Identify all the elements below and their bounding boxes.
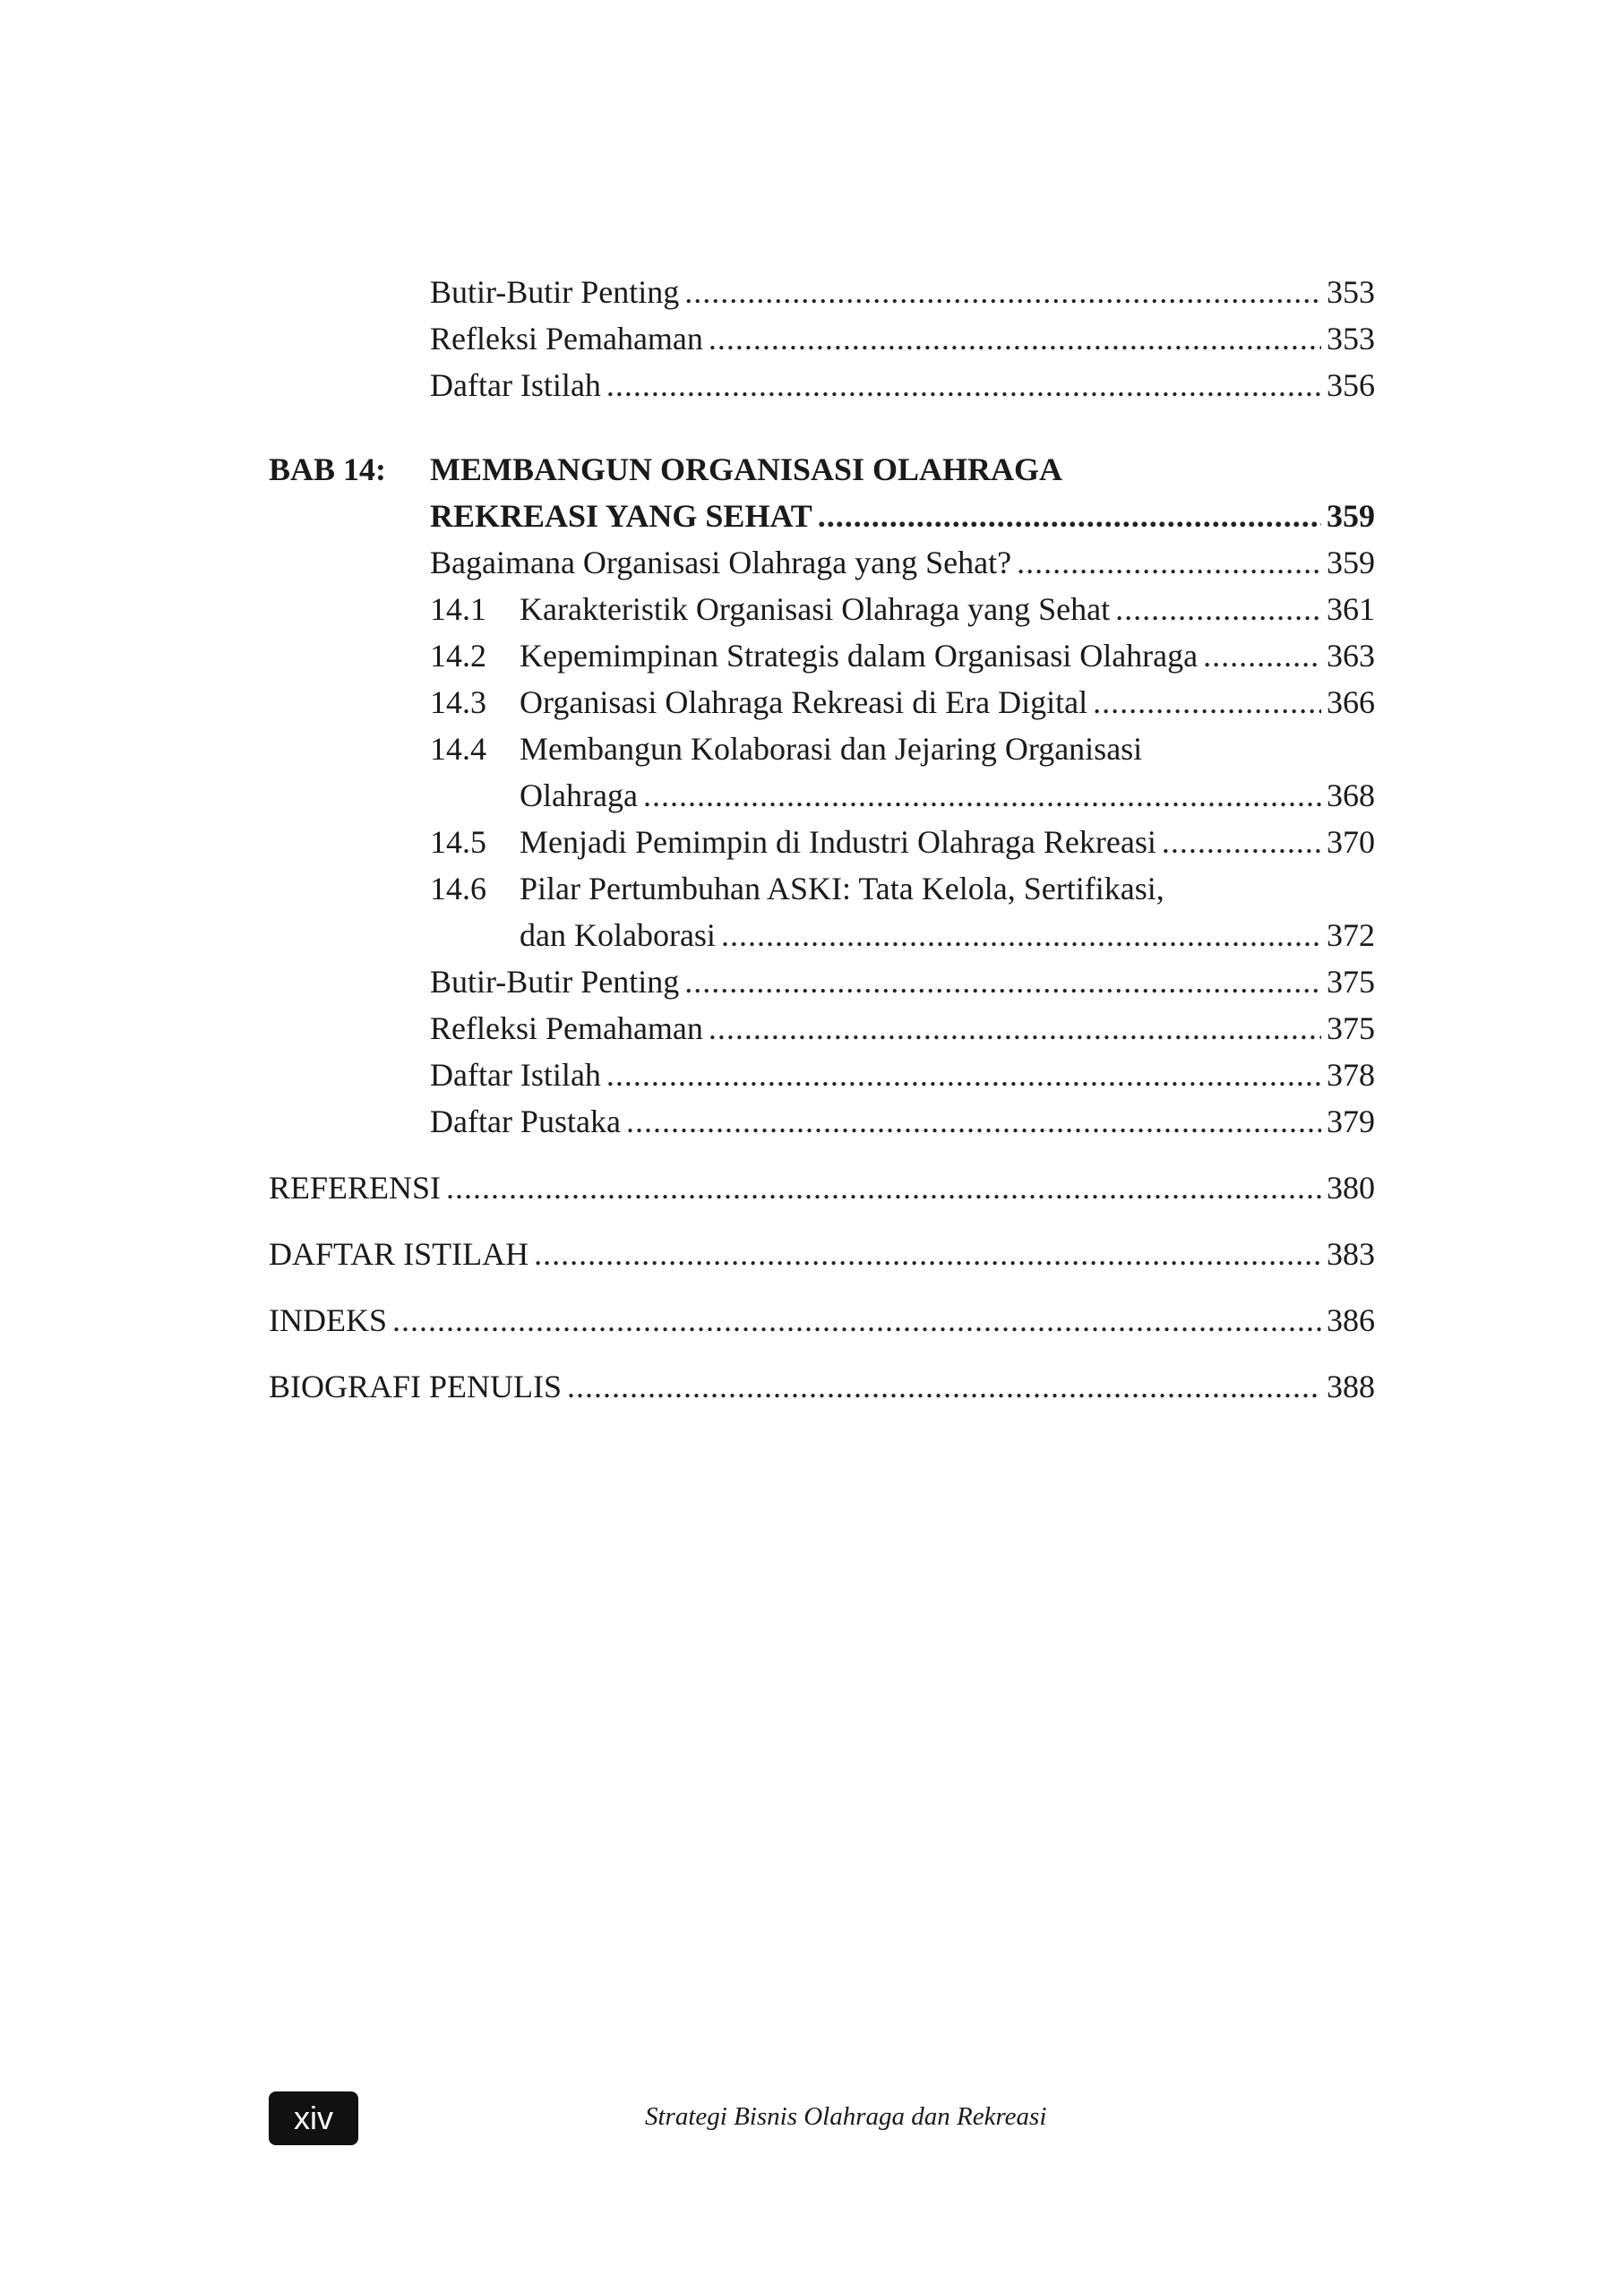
- toc-entry-page: 361: [1327, 591, 1375, 627]
- section-title-cont: Olahraga: [520, 777, 638, 813]
- toc-section-entry[interactable]: [269, 726, 1375, 819]
- toc-entry-page: 375: [1327, 1010, 1375, 1046]
- section-number: 14.3: [430, 684, 486, 720]
- toc-entry-page: 370: [1327, 824, 1375, 860]
- toc-entry-page: 363: [1327, 638, 1375, 674]
- toc-section-entry[interactable]: [269, 679, 1375, 726]
- page-footer: [269, 2091, 1375, 2145]
- toc-entry-title: Refleksi Pemahaman: [430, 321, 703, 356]
- section-number: 14.4: [430, 731, 486, 767]
- section-number: 14.1: [430, 591, 486, 627]
- toc-entry-title: Daftar Istilah: [430, 367, 601, 403]
- chapter-title-line2-row: [269, 493, 1375, 539]
- section-title: Membangun Kolaborasi dan Jejaring Organisasi: [520, 731, 1143, 767]
- toc-section-entry[interactable]: [269, 586, 1375, 632]
- toc-entry-page: 366: [1327, 684, 1375, 720]
- dot-leader: [643, 772, 1321, 819]
- section-title: Pilar Pertumbuhan ASKI: Tata Kelola, Sertifikasi,: [520, 871, 1164, 906]
- toc-entry-title: DAFTAR ISTILAH: [269, 1236, 529, 1272]
- toc-entry-title: BIOGRAFI PENULIS: [269, 1369, 563, 1404]
- section-title: Organisasi Olahraga Rekreasi di Era Digital: [520, 684, 1088, 720]
- dot-leader: [818, 493, 1321, 539]
- toc-entry-title: Daftar Pustaka: [430, 1104, 621, 1139]
- dot-leader: [721, 912, 1321, 958]
- section-number: 14.5: [430, 824, 486, 860]
- toc-entry-page: 372: [1327, 917, 1375, 953]
- toc-entry-title: Butir-Butir Penting: [430, 274, 680, 310]
- toc-entry-page: 375: [1327, 964, 1375, 1000]
- toc-section-entry[interactable]: [269, 819, 1375, 865]
- section-title: Kepemimpinan Strategis dalam Organisasi Olahraga: [520, 638, 1199, 674]
- toc-back-entry-referensi[interactable]: [269, 1164, 1375, 1211]
- toc-section-entry[interactable]: [269, 632, 1375, 679]
- chapter-page: 359: [1327, 498, 1375, 534]
- toc-entry[interactable]: [269, 269, 1375, 315]
- toc-entry-page: 378: [1327, 1057, 1375, 1093]
- toc-entry-title: INDEKS: [269, 1302, 387, 1338]
- spacer: [269, 1277, 1375, 1297]
- dot-leader: [606, 1052, 1321, 1098]
- toc-entry[interactable]: [269, 1005, 1375, 1052]
- dot-leader: [606, 362, 1321, 408]
- section-title-cont: dan Kolaborasi: [520, 917, 716, 953]
- toc-back-entry-daftar-istilah[interactable]: [269, 1231, 1375, 1277]
- section-number: 14.6: [430, 871, 486, 906]
- dot-leader: [1162, 819, 1321, 865]
- table-of-contents: [269, 269, 1375, 1410]
- dot-leader: [709, 315, 1321, 362]
- section-title: Menjadi Pemimpin di Industri Olahraga Rekreasi: [520, 824, 1156, 860]
- spacer: [269, 408, 1375, 446]
- spacer: [269, 1211, 1375, 1231]
- dot-leader: [567, 1363, 1321, 1410]
- toc-entry-page: 368: [1327, 777, 1375, 813]
- toc-entry-title: REFERENSI: [269, 1170, 442, 1206]
- toc-back-entry-indeks[interactable]: [269, 1297, 1375, 1344]
- dot-leader: [684, 958, 1321, 1005]
- chapter-label: BAB 14:: [269, 451, 387, 487]
- toc-entry-page: 383: [1327, 1236, 1375, 1272]
- dot-leader: [1203, 632, 1321, 679]
- dot-leader: [1017, 539, 1321, 586]
- dot-leader: [1093, 679, 1321, 726]
- page-number-badge: xiv: [269, 2091, 358, 2145]
- toc-entry-title: Refleksi Pemahaman: [430, 1010, 703, 1046]
- toc-entry-title: Daftar Istilah: [430, 1057, 601, 1093]
- toc-entry-page: 356: [1327, 367, 1375, 403]
- dot-leader: [446, 1164, 1321, 1211]
- toc-entry-title: Butir-Butir Penting: [430, 964, 680, 1000]
- toc-entry[interactable]: [269, 315, 1375, 362]
- running-book-title: Strategi Bisnis Olahraga dan Rekreasi: [645, 2102, 1047, 2131]
- dot-leader: [626, 1098, 1321, 1145]
- toc-entry-page: 386: [1327, 1302, 1375, 1338]
- toc-entry-page: 388: [1327, 1369, 1375, 1404]
- toc-entry-page: 353: [1327, 321, 1375, 356]
- spacer: [269, 1344, 1375, 1363]
- toc-section-entry[interactable]: [269, 865, 1375, 958]
- chapter-14-heading[interactable]: [269, 446, 1375, 539]
- toc-entry-page: 379: [1327, 1104, 1375, 1139]
- toc-entry-page: 353: [1327, 274, 1375, 310]
- dot-leader: [709, 1005, 1321, 1052]
- chapter-title-line1: MEMBANGUN ORGANISASI OLAHRAGA: [430, 451, 1063, 487]
- toc-entry[interactable]: [269, 539, 1375, 586]
- section-number: 14.2: [430, 638, 486, 674]
- section-title: Karakteristik Organisasi Olahraga yang Sehat: [520, 591, 1111, 627]
- toc-back-entry-biografi[interactable]: [269, 1363, 1375, 1410]
- dot-leader: [1115, 586, 1321, 632]
- dot-leader: [684, 269, 1321, 315]
- toc-entry[interactable]: [269, 958, 1375, 1005]
- dot-leader: [534, 1231, 1321, 1277]
- toc-entry-title: Bagaimana Organisasi Olahraga yang Sehat?: [430, 545, 1012, 580]
- toc-entry-page: 380: [1327, 1170, 1375, 1206]
- toc-entry[interactable]: [269, 1098, 1375, 1145]
- toc-entry-page: 359: [1327, 545, 1375, 580]
- toc-entry[interactable]: [269, 1052, 1375, 1098]
- dot-leader: [392, 1297, 1321, 1344]
- toc-entry[interactable]: [269, 362, 1375, 408]
- chapter-title-line2: REKREASI YANG SEHAT: [430, 498, 812, 534]
- spacer: [269, 1145, 1375, 1164]
